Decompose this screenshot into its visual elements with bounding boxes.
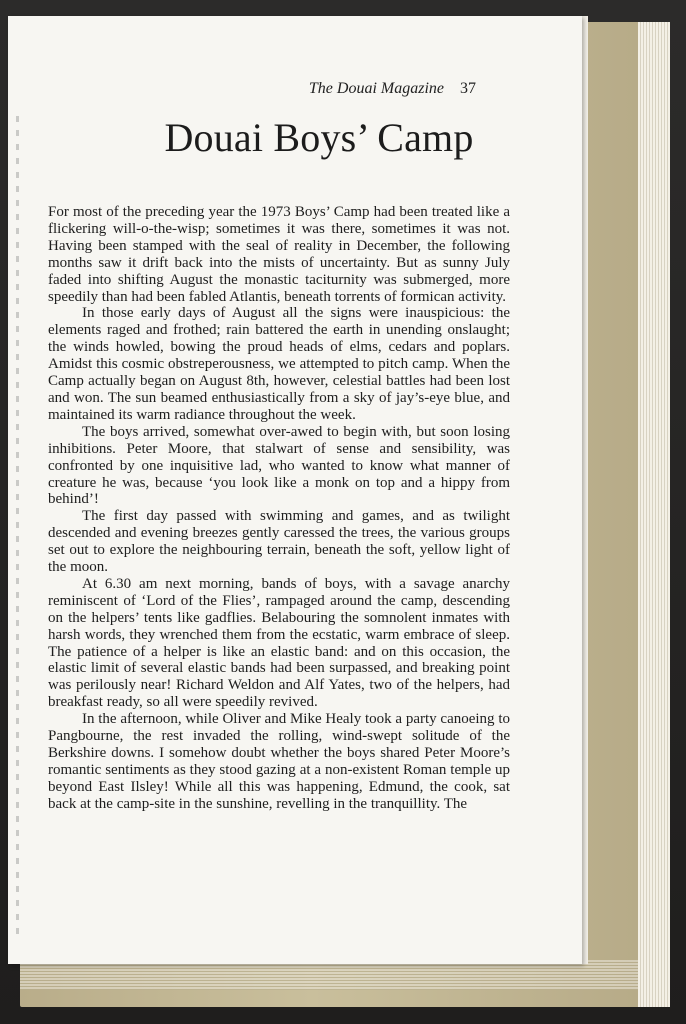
- magazine-name: The Douai Magazine: [308, 80, 444, 97]
- paragraph: The first day passed with swimming and games, and as twilight descended and evening breezes gently caressed the trees, the various groups set out to explore the neighbouring terrain, beneath the soft, yellow light of the moon.: [48, 508, 510, 576]
- magazine-page: [8, 16, 582, 964]
- paragraph: In those early days of August all the signs were inauspicious: the elements raged and frothed; rain battered the earth in unending onslaught; the winds howled, bowing the proud heads of elms, cedars and poplars. Amidst this cosmic obstreperousness, we attempted to pitch camp. When the Camp actually began on August 8th, however, celestial battles had been lost and won. The sun beamed enthusiastically from a sky of jay’s-eye blue, and maintained its warm radiance throughout the week.: [48, 305, 510, 423]
- article-body: [48, 204, 510, 813]
- article-title: Douai Boys’ Camp: [164, 115, 474, 160]
- page-fore-edges: [638, 22, 670, 1007]
- paragraph: In the afternoon, while Oliver and Mike Healy took a party canoeing to Pangbourne, the rest invaded the rolling, wind-swept solitude of the Berkshire downs. I somehow doubt whether the boys shared Peter Moore’s romantic sentiments as they stood gazing at a non-existent Roman temple up beyond East Ilsley! While all this was happening, Edmund, the cook, sat back at the camp-site in the sunshine, revelling in the tranquillity. The: [48, 711, 510, 812]
- page-number: 37: [460, 80, 476, 97]
- binding-gutter: [16, 116, 19, 936]
- paragraph: At 6.30 am next morning, bands of boys, with a savage anarchy reminiscent of ‘Lord of the Flies’, rampaged around the camp, descending on the helpers’ tents like gadflies. Belabouring the somnolent inmates with harsh words, they wrenched them from the ecstatic, warm embrace of sleep. The patience of a helper is like an elastic band: and on this occasion, the elastic limit of several elastic bands had been surpassed, and breaking point was perilously near! Richard Weldon and Alf Yates, two of the helpers, had breakfast ready, so all were speedily revived.: [48, 575, 510, 711]
- paragraph: For most of the preceding year the 1973 Boys’ Camp had been treated like a flickering will-o-the-wisp; sometimes it was there, sometimes it was not. Having been stamped with the seal of reality in December, the following months saw it drift back into the mists of uncertainty. But as sunny July faded into shifting August the monastic taciturnity was submerged, more speedily than had been fabled Atlantis, beneath torrents of formican activity.: [48, 204, 510, 305]
- running-header: [309, 80, 476, 98]
- paragraph: The boys arrived, somewhat over-awed to begin with, but soon losing inhibitions. Peter Moore, that stalwart of sense and sensibility, was confronted by one inquisitive lad, who wanted to know what manner of creature he was, because ‘you look like a monk on top and a hippy from behind’!: [48, 423, 510, 508]
- page-bottom-edges: [20, 960, 670, 990]
